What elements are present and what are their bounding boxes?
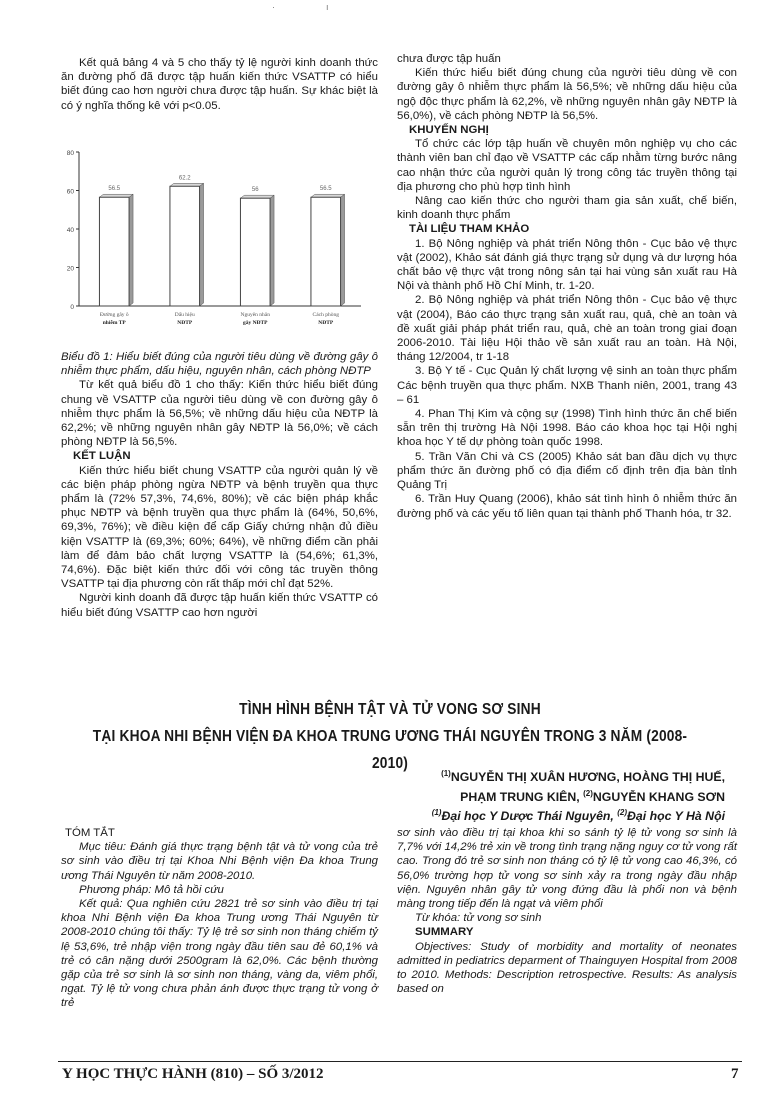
reference-item: 4. Phan Thị Kim và cộng sự (1998) Tình hình thức ăn chế biến sẵn trên thị trường Hà Nội 1998. Báo cáo khoa học tại Hội nghị khoa học Y tế dự phòng toàn quốc 1998. [397, 408, 737, 449]
chart-labels [100, 175, 339, 326]
x-tick-label: Đường gây ô [99, 312, 129, 318]
paragraph: Từ kết quả biểu đồ 1 cho thấy: Kiến thức hiểu biết đúng chung về VSATTP của người tiêu dùng về con đường gây ô nhiễm thực phẩm là 56,5%; về những dấu hiệu của NĐTP là 62,2%; về những nguyên nhân gây NĐTP là 56,0%; về cách phòng NĐTP là 56,5%. [61, 379, 378, 449]
abstract-method: Phương pháp: Mô tả hồi cứu [79, 883, 224, 896]
affiliation-marker: (2) [617, 808, 628, 818]
abstract-objective: Mục tiêu: Đánh giá thực trạng bệnh tật và tử vong của trẻ sơ sinh vào điều trị tại Khoa Nhi Bệnh viện Đa khoa Trung ương Thái Nguyên từ năm 2008-2010. [61, 841, 378, 882]
y-tick-label: 20 [66, 265, 74, 273]
reference-item: 3. Bộ Y tế - Cục Quản lý chất lượng vệ sinh an toàn thực phẩm Các bệnh truyền qua thực phẩm. NXB Thanh niên, 2001, trang 43 – 61 [397, 365, 737, 406]
section-heading-references: TÀI LIỆU THAM KHẢO [409, 223, 530, 236]
left-column [61, 56, 378, 113]
data-label: 62.2 [178, 175, 191, 182]
data-label: 56.5 [108, 186, 121, 193]
scan-mark: ı [326, 2, 329, 12]
abstract-results: Kết quả: Qua nghiên cứu 2821 trẻ sơ sinh vào điều trị tại khoa Nhi Bệnh viện Đa khoa Trung ương Thái Nguyên từ 2008-2010 chúng tôi thấy: Tỷ lệ trẻ sơ sinh non tháng chiếm tỷ lệ 53,6%, trẻ nhập viện trong ngày đầu tiên sau đẻ 60,1% và trẻ có cân nặng dưới 2500gram là 62,0%. Các bệnh thường gặp của trẻ sơ sinh là sơ sinh non tháng, vàng da, viêm phổi, ngạt. Tỷ lệ tử vong chưa phản ánh được thực trạng tử vong ở trẻ [61, 898, 378, 1010]
abstract-left-column [61, 826, 378, 1011]
affiliation: Đại học Y Hà Nội [627, 809, 725, 824]
x-tick-label: Cách phòng [312, 312, 339, 318]
title-line: TÌNH HÌNH BỆNH TẬT VÀ TỬ VONG SƠ SINH [239, 701, 541, 718]
affiliations [432, 805, 725, 825]
y-tick-label: 60 [66, 188, 74, 196]
paragraph: Kiến thức hiểu biết chung VSATTP của người quản lý về các biện pháp phòng ngừa NĐTP và bệnh truyền qua thực phẩm là (72% 57,3%, 74,6%, 80%); về các biện pháp khắc phục NĐTP và bệnh truyền qua thực phẩm là (64%, 50,6%, 69,3%, 76%); về điều kiện để cấp Giấy chứng nhận đủ điều kiện VSATTP là (69,3%; 60%; 64%), về những điểm cần phải làm để đảm bảo chất lượng VSATTP là (54,6%; 61,3%, 74,6%). Đặc biệt kiến thức đối với công tác truyền thông VSATTP tại địa phương còn rất thấp mới chỉ đạt 52%. [61, 464, 378, 591]
author-names: NGUYỄN KHANG SƠN [592, 789, 725, 804]
bar-side [129, 194, 133, 306]
summary-heading: SUMMARY [415, 926, 474, 939]
journal-footer: Y HỌC THỰC HÀNH (810) – SỐ 3/2012 [62, 1066, 324, 1082]
paragraph: Nâng cao kiến thức cho người tham gia sản xuất, chế biến, kinh doanh thực phẩm [397, 195, 737, 222]
author-names: PHẠM TRUNG KIÊN, [460, 789, 584, 804]
bar [240, 198, 270, 306]
right-column [397, 52, 737, 521]
affiliation-marker: (2) [583, 788, 593, 798]
x-tick-label: Dấu hiệu [174, 312, 195, 318]
bar-chart [61, 142, 371, 337]
article-title [89, 696, 691, 777]
chart-bars [99, 183, 344, 306]
abstract-right-column [397, 826, 737, 996]
section-heading-conclusion: KẾT LUẬN [73, 450, 131, 463]
x-tick-label: NĐTP [177, 320, 193, 326]
bar [170, 186, 200, 306]
affiliation-marker: (1) [431, 808, 442, 818]
authors-line [432, 786, 725, 806]
summary-text: Objectives: Study of morbidity and mortality of neonates admitted in pediatrics deparment of Thainguyen Hospital from 2008 to 2010. Methods: Description retrospective. Results: As analysis based on [397, 940, 737, 996]
section-heading-recommendations: KHUYẾN NGHỊ [409, 124, 489, 137]
bar [99, 197, 129, 306]
author-names: NGUYỄN THỊ XUÂN HƯƠNG, HOÀNG THỊ HUẾ, [450, 770, 725, 785]
paragraph: Người kinh doanh đã được tập huấn kiến thức VSATTP có hiểu biết đúng VSATTP cao hơn người [61, 592, 378, 619]
y-tick-label: 80 [66, 150, 74, 157]
paragraph: Kết quả bảng 4 và 5 cho thấy tỷ lệ người kinh doanh thức ăn đường phố đã được tập huấn kiến thức VSATTP có hiểu biết đúng cao hơn người chưa được tập huấn. Sự khác biệt là có ý nghĩa thống kê với p<0.05. [61, 57, 378, 112]
left-column-lower [61, 350, 378, 620]
bar-side [270, 195, 274, 306]
reference-item: 6. Trần Huy Quang (2006), khảo sát tình hình ô nhiễm thức ăn đường phố và các yếu tố liên quan tại thành phố Thanh hóa, tr 32. [397, 493, 737, 520]
reference-item: 5. Trần Văn Chi và CS (2005) Khảo sát ban đầu dịch vụ thực phẩm thức ăn đường phố có địa điểm cố định trên địa bàn tỉnh Quảng Trị [397, 450, 737, 492]
figure-caption: Biểu đồ 1: Hiểu biết đúng của người tiêu dùng về đường gây ô nhiễm thực phẩm, dấu hiệu, nguyên nhân, cách phòng NĐTP [61, 351, 378, 378]
affiliation: Đại học Y Dược Thái Nguyên, [441, 809, 618, 824]
bar-side [200, 183, 204, 306]
scan-mark: · [272, 2, 275, 12]
paragraph: chưa được tập huấn [397, 53, 501, 65]
affiliation-marker: (1) [441, 769, 451, 778]
x-tick-label: gây NĐTP [242, 320, 268, 326]
abstract-results-continued: sơ sinh vào điều trị tại khoa khi so sánh tỷ lệ tử vong sơ sinh là 7,7% với 14,2% trẻ xin về trong tình trạng nặng nguy cơ tử vong rất cao. Trong đó trẻ sơ sinh non tháng có tỷ lệ tử vong cao 46,3%, có 56,0% trường hợp tử vong sơ sinh xảy ra trong ngày đầu nhập viện. Nguyên nhân gây tử vong đứng đầu là phổi non và bệnh màng trong tiếp đến là ngạt và viêm phổi [397, 827, 737, 911]
page-number: 7 [731, 1066, 739, 1082]
reference-item: 1. Bộ Nông nghiệp và phát triển Nông thôn - Cục bảo vệ thực vật (2002), Khảo sát đánh giá thực trạng sử dụng và dư lượng hóa chất bảo vệ thực vật trong nông sản tại hai vùng sản xuất rau Hà Nội và thành phố Hồ Chí Minh, tr. 1-20. [397, 237, 737, 293]
abstract-heading: TÓM TẮT [65, 827, 115, 839]
reference-list [397, 237, 737, 521]
authors-line [432, 766, 725, 786]
data-label: 56.5 [319, 186, 332, 193]
bar [311, 197, 341, 306]
reference-item: 2. Bộ Nông nghiệp và phát triển Nông thôn - Cục bảo vệ thực vật (2004), Báo cáo thực trạng sản xuất rau, quả, chè an toàn và đề xuất giải pháp phát triển rau, quả, chè an toàn trong giai đoạn 2006-2010. Tài liệu Hội thảo về sản xuất rau an toàn. Hà Nội, tháng 12/2004, tr 1-18 [397, 294, 737, 364]
y-tick-label: 40 [66, 227, 74, 234]
data-label: 56 [251, 187, 259, 194]
paragraph: Kiến thức hiểu biết đúng chung của người tiêu dùng về con đường gây ô nhiễm thực phẩm là 56,5%; về những dấu hiệu của ngộ độc thực phẩm là 62,2%, về những nguyên nhân gây NĐTP là 56,0%), về cách phòng NĐTP là 56,5%. [397, 67, 737, 122]
y-tick-label: 0 [70, 304, 74, 311]
author-block [432, 766, 725, 825]
x-tick-label: Nguyên nhân [240, 312, 270, 318]
footer-rule [58, 1061, 742, 1062]
keywords: Từ khóa: tử vong sơ sinh [415, 912, 542, 925]
bar-side [341, 194, 345, 306]
x-tick-label: nhiễm TP [102, 320, 126, 326]
x-tick-label: NĐTP [318, 320, 334, 326]
paragraph: Tổ chức các lớp tập huấn về chuyên môn nghiệp vụ cho các thành viên ban chỉ đạo về VSATTP các cấp nhằm từng bước nâng cao nhận thức của người quản lý trong công tác truyền thông tại địa phương cho phù hợp tình hình [397, 138, 737, 193]
title-line: TẠI KHOA NHI BỆNH VIỆN ĐA KHOA TRUNG ƯƠNG THÁI NGUYÊN TRONG 3 NĂM (2008-2010) [92, 728, 688, 772]
